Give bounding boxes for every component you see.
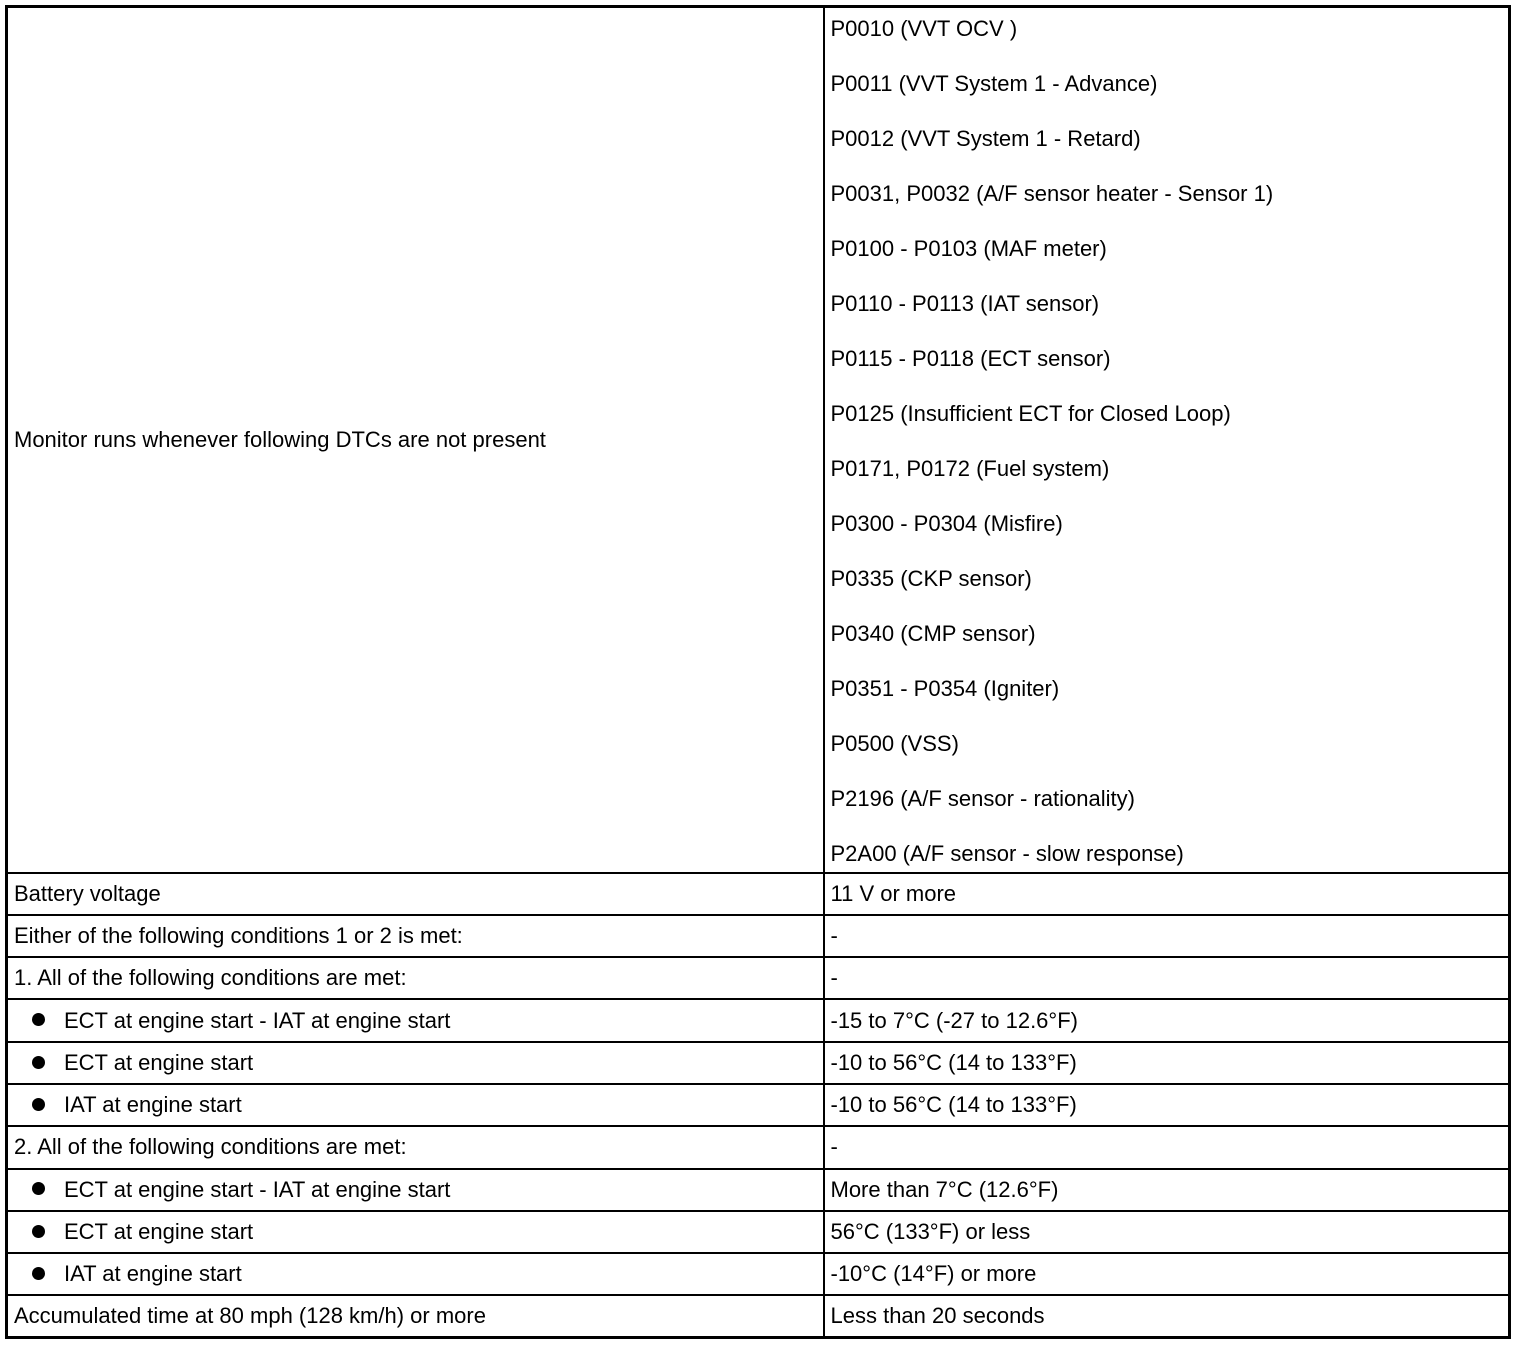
bullet-icon [32,1182,45,1195]
dtc-item: P0110 - P0113 (IAT sensor) [830,291,1100,316]
conditions-table [5,5,1511,1339]
condition-row [7,999,1510,1041]
condition-label-cell [7,999,824,1041]
dtc-item: P0340 (CMP sensor) [830,621,1036,646]
condition-value: - [824,957,1510,999]
condition-value: - [824,1126,1510,1168]
bullet-icon [32,1098,45,1111]
condition-row [7,1253,1510,1295]
condition-label-cell [7,1211,824,1253]
condition-label: ECT at engine start [64,1219,254,1245]
dtc-item: P0100 - P0103 (MAF meter) [830,236,1107,261]
dtc-item: P0012 (VVT System 1 - Retard) [830,126,1141,151]
condition-label-cell [7,873,824,915]
dtc-item: P0351 - P0354 (Igniter) [830,676,1060,701]
condition-label-cell [7,1042,824,1084]
condition-row [7,873,1510,915]
condition-label-cell [7,1295,824,1338]
condition-row [7,1295,1510,1338]
condition-value: -10 to 56°C (14 to 133°F) [824,1042,1510,1084]
dtc-item: P2196 (A/F sensor - rationality) [830,786,1135,811]
condition-row [7,957,1510,999]
condition-label: IAT at engine start [64,1092,242,1118]
dtc-item: P0500 (VSS) [830,731,959,756]
condition-label: IAT at engine start [64,1261,242,1287]
condition-row [7,1084,1510,1126]
condition-row [7,1042,1510,1084]
conditions-table-body [7,7,1510,1338]
condition-value: Less than 20 seconds [824,1295,1510,1338]
dtc-item: P0031, P0032 (A/F sensor heater - Sensor 1) [830,181,1274,206]
condition-row [7,1126,1510,1168]
condition-label-cell [7,957,824,999]
condition-label: ECT at engine start [64,1049,254,1075]
condition-label: 1. All of the following conditions are met: [14,965,407,991]
condition-label-cell [7,1169,824,1211]
condition-value: 56°C (133°F) or less [824,1211,1510,1253]
monitor-row [7,7,1510,873]
condition-label: ECT at engine start - IAT at engine start [64,1176,451,1202]
monitor-label: Monitor runs whenever following DTCs are not present [7,7,824,873]
condition-value: -10°C (14°F) or more [824,1253,1510,1295]
dtc-item: P0125 (Insufficient ECT for Closed Loop) [830,401,1231,426]
condition-label: Accumulated time at 80 mph (128 km/h) or more [14,1303,486,1329]
condition-label-cell [7,1126,824,1168]
condition-row [7,915,1510,957]
dtc-item: P0335 (CKP sensor) [830,566,1032,591]
bullet-icon [32,1013,45,1026]
dtc-item: P0115 - P0118 (ECT sensor) [830,346,1111,371]
condition-value: 11 V or more [824,873,1510,915]
bullet-icon [32,1225,45,1238]
bullet-icon [32,1056,45,1069]
condition-label-cell [7,1084,824,1126]
dtc-list [824,7,1510,873]
condition-label: Battery voltage [14,880,161,906]
condition-row [7,1211,1510,1253]
condition-label-cell [7,1253,824,1295]
dtc-item: P0010 (VVT OCV ) [830,16,1018,41]
dtc-item: P0011 (VVT System 1 - Advance) [830,71,1158,96]
condition-value: - [824,915,1510,957]
dtc-item: P0300 - P0304 (Misfire) [830,511,1063,536]
condition-label: ECT at engine start - IAT at engine start [64,1007,451,1033]
condition-row [7,1169,1510,1211]
dtc-item: P0171, P0172 (Fuel system) [830,456,1110,481]
condition-value: -10 to 56°C (14 to 133°F) [824,1084,1510,1126]
condition-value: -15 to 7°C (-27 to 12.6°F) [824,999,1510,1041]
bullet-icon [32,1267,45,1280]
condition-label: 2. All of the following conditions are met: [14,1134,407,1160]
condition-label-cell [7,915,824,957]
condition-label: Either of the following conditions 1 or 2 is met: [14,922,463,948]
condition-value: More than 7°C (12.6°F) [824,1169,1510,1211]
dtc-item: P2A00 (A/F sensor - slow response) [830,841,1184,866]
